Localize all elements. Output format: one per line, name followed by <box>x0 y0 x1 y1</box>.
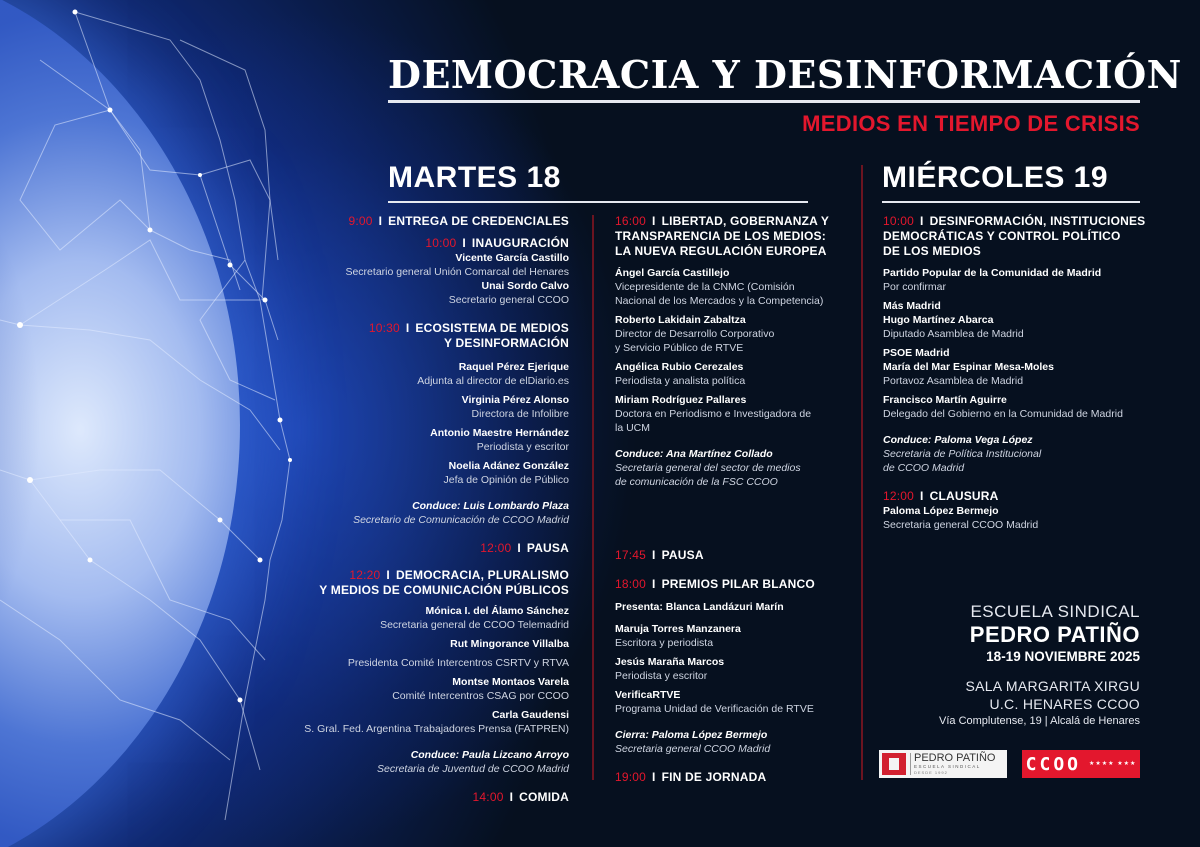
session-pausa-1745: 17:45 I PAUSA <box>615 548 704 562</box>
pedro-patino-mark-icon <box>882 753 906 775</box>
column-divider-2 <box>861 165 863 780</box>
page-title: DEMOCRACIA Y DESINFORMACIÓN <box>388 52 1182 97</box>
venue-school-label: ESCUELA SINDICAL <box>970 602 1140 621</box>
moderator-role: Secretario de Comunicación de CCOO Madrid <box>353 514 569 526</box>
session-libertad-gobernanza: 16:00 I LIBERTAD, GOBERNANZA Y TRANSPARENCIA DE LOS MEDIOS: LA NUEVA REGULACIÓN EUROPEA Ángel García Castillejo Vicepresidente de la CNMC (Comisión Nacional de los Mercados y la Competencia) Roberto Lakidain Zabaltza Director de Desarrollo Corporativo y Servicio Público de RTVE Angélica Rubio Cerezales Periodista y analista política Miriam Rodríguez Pallares Doctora en Periodismo e Investigadora de la UCM Conduce: Ana Martínez Collado Secretaria general del sector de medios de comunicación de la FSC CCOO <box>615 214 830 488</box>
venue-room: SALA MARGARITA XIRGU <box>965 678 1140 694</box>
session-premios-pilar-blanco: 18:00 I PREMIOS PILAR BLANCO Presenta: Blanca Landázuri Marín Maruja Torres Manzanera Escritora y periodista Jesús Maraña Marcos Periodista y escritor VerificaRTVE Programa Unidad de Verificación de RTVE Cierra: Paloma López Bermejo Secretaria general CCOO Madrid <box>615 577 847 756</box>
session-democracia-pluralismo: 12:20 I DEMOCRACIA, PLURALISMO Y MEDIOS DE COMUNICACIÓN PÚBLICOS Mónica I. del Álamo Sánchez Secretaria general de CCOO Telemadrid Rut Mingorance Villalba Presidenta Comité Intercentros CSRTV y RTVA Montse Montaos Varela Comité Intercentros CSAG por CCOO Carla Gaudensi S. Gral. Fed. Argentina Trabajadores Prensa (FATPREN) Conduce: Paula Lizcano Arroyo Secretaria de Juventud de CCOO Madrid <box>304 568 569 775</box>
page-subtitle: MEDIOS EN TIEMPO DE CRISIS <box>802 111 1140 136</box>
ccoo-logo: CCOO ★★★★ ★★★ <box>1022 750 1140 778</box>
session-inauguracion: 10:00 I INAUGURACIÓN Vicente García Castillo Secretario general Unión Comarcal del Henares Unai Sordo Calvo Secretario general CCOO <box>300 236 569 307</box>
presenter: Presenta: Blanca Landázuri Marín <box>615 601 784 613</box>
event-dates: 18-19 NOVIEMBRE 2025 <box>986 649 1140 664</box>
session-pausa-1200: 12:00 I PAUSA <box>480 541 569 555</box>
speaker-name: Vicente García Castillo <box>455 252 569 264</box>
session-clausura: 12:00 I CLAUSURA Paloma López Bermejo Secretaria general CCOO Madrid <box>883 489 1039 531</box>
session-time: 9:00 <box>348 214 373 228</box>
speaker-role: Secretario general Unión Comarcal del Henares <box>345 266 569 278</box>
speaker-role: Secretario general CCOO <box>448 294 569 306</box>
session-comida: 14:00 I COMIDA <box>472 790 569 804</box>
day-divider-martes <box>388 201 808 203</box>
schedule-martes-morning <box>300 214 569 815</box>
stars-icon: ★★★★ ★★★ <box>1089 761 1137 767</box>
day-heading-miercoles: MIÉRCOLES 19 <box>882 161 1109 194</box>
pedro-patino-logo: PEDRO PATIÑO ESCUELA SINDICAL DESDE 1992 <box>879 750 1007 778</box>
network-mesh-graphic <box>0 0 320 847</box>
day-divider-miercoles <box>882 201 1140 203</box>
column-divider-1 <box>592 215 594 780</box>
title-divider <box>388 100 1140 103</box>
session-credenciales: 9:00 I ENTREGA DE CREDENCIALES <box>348 214 569 228</box>
schedule-miercoles <box>883 214 1153 542</box>
venue-address: Vía Complutense, 19 | Alcalá de Henares <box>939 715 1140 727</box>
session-ecosistema: 10:30 I ECOSISTEMA DE MEDIOS Y DESINFORMACIÓN Raquel Pérez Ejerique Adjunta al director de elDiario.es Virginia Pérez Alonso Directora de Infolibre Antonio Maestre Hernández Periodista y escritor Noelia Adánez González Jefa de Opinión de Público Conduce: Luis Lombardo Plaza Secretario de Comunicación de CCOO Madrid <box>300 321 569 527</box>
venue-info <box>939 602 1140 727</box>
moderator-name: Conduce: Luis Lombardo Plaza <box>412 500 569 512</box>
schedule-martes-afternoon <box>615 214 847 795</box>
speaker-org: Partido Popular de la Comunidad de Madrid <box>883 267 1102 279</box>
session-fin-jornada: 19:00 I FIN DE JORNADA <box>615 770 767 784</box>
venue-school-name: PEDRO PATIÑO <box>969 622 1140 647</box>
session-desinformacion-instituciones: 10:00 I DESINFORMACIÓN, INSTITUCIONES DEMOCRÁTICAS Y CONTROL POLÍTICO DE LOS MEDIOS Partido Popular de la Comunidad de Madrid Por confirmar Más Madrid Hugo Martínez Abarca Diputado Asamblea de Madrid PSOE Madrid María del Mar Espinar Mesa-Moles Portavoz Asamblea de Madrid Francisco Martín Aguirre Delegado del Gobierno en la Comunidad de Madrid Conduce: Paloma Vega López Secretaria de Política Institucional de CCOO Madrid <box>883 214 1153 475</box>
venue-org: U.C. HENARES CCOO <box>989 696 1140 712</box>
day-heading-martes: MARTES 18 <box>388 161 561 194</box>
session-title: ENTREGA DE CREDENCIALES <box>388 214 569 228</box>
speaker-name: Unai Sordo Calvo <box>481 280 569 292</box>
